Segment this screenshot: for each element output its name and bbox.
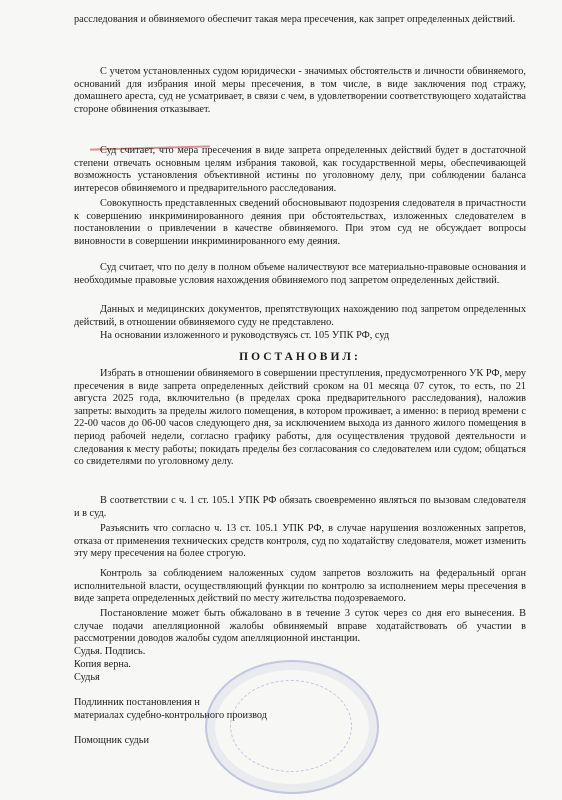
resolution-item-1: Избрать в отношении обвиняемого в совершении преступления, предусмотренного УК РФ, меру пресечения в виде запрета определенных действий сроком на 01 месяца 07 суток, то есть, по 21 августа 2025 года, включительно (в пределах срока предварительного расследования), наложив запреты: выходить за пределы жилого помещения, в котором проживает, а именно: в период времени с 22-00 часов до 06-00 часов следующего дня, за исключением выхода из данного жилого помещения в период рабочей недели, согласно графику работы, для осуществления трудовой деятельности и следования к месту работы; покидать пределы без согласования со следователем или судом; общаться со свидетелями по уголовному делу. <box>74 368 526 468</box>
signature-copy: Копия верна. <box>74 659 132 670</box>
document-title: ПОСТАНОВИЛ: <box>239 351 361 363</box>
court-seal-inner-icon <box>230 680 352 772</box>
signature-judge-name: Судья <box>74 672 100 683</box>
paragraph-circumstances: С учетом установленных судом юридически - значимых обстоятельств и личности обвиняемого, оснований для избрания иной меры пресечения, в том числе, в виде заключения под стражу, домашнего ареста, суд не усматривает, в связи с чем, в удовлетворении соответствующего ходатайства стороне обвинения отказывает. <box>74 66 526 115</box>
paragraph-medical: Данных и медицинских документов, препятствующих нахождению под запретом определенных действий, в отношении обвиняемого суду не представлено. <box>74 304 526 328</box>
resolution-item-4: Контроль за соблюдением наложенных судом запретов возложить на федеральный орган исполнительной власти, осуществляющий функции по контролю за исполнением меры пресечения в виде запрета определенных действий по месту жительства подозреваемого. <box>74 568 526 605</box>
resolution-item-5: Постановление может быть обжаловано в в течение 3 суток через со дня его вынесения. В случае подачи апелляционной жалобы обвиняемый вправе ходатайствовать об участии в рассмотрении доводов жалобы судом апелляционной инстанции. <box>74 608 526 645</box>
signature-judge: Судья. Подпись. <box>74 646 146 657</box>
paragraph-intro: расследования и обвиняемого обеспечит такая мера пресечения, как запрет определенных действий. <box>74 14 516 25</box>
signature-original: Подлинник постановления н <box>74 697 200 708</box>
resolution-item-2: В соответствии с ч. 1 ст. 105.1 УПК РФ обязать своевременно являться по вызовам следователя и в суд. <box>74 495 526 519</box>
resolution-item-3: Разъяснить что согласно ч. 13 ст. 105.1 УПК РФ, в случае нарушения возложенных запретов, отказа от применения технических средств контроля, суд по ходатайству следователя, может изменить эту меру пресечения на более строгую. <box>74 523 526 560</box>
signature-materials: материалах судебно-контрольного производ <box>74 710 268 721</box>
paragraph-evidence: Совокупность представленных сведений обосновывают подозрения следователя в причастности к совершению инкриминированного деяния при обстоятельствах, изложенных следователем в постановлении о привлечении в качестве обвиняемого. При этом суд не обсуждает вопросы виновности в совершении инкриминированного ему деяния. <box>74 198 526 247</box>
signature-assistant: Помощник судьи <box>74 735 149 746</box>
paragraph-grounds: Суд считает, что по делу в полном объеме наличествуют все материально-правовые основания и необходимые правовые условия нахождения обвиняемого под запретом определенных действий. <box>74 262 526 286</box>
paragraph-basis: На основании изложенного и руководствуясь ст. 105 УПК РФ, суд <box>100 330 390 341</box>
paragraph-measure: Суд считает, что мера пресечения в виде запрета определенных действий будет в достаточной степени отвечать основным целям избрания таковой, как государственной меры, обеспечивающей возможность установления объективной истины по уголовному делу, при соблюдении баланса интересов обвиняемого и предварительного расследования. <box>74 145 526 194</box>
